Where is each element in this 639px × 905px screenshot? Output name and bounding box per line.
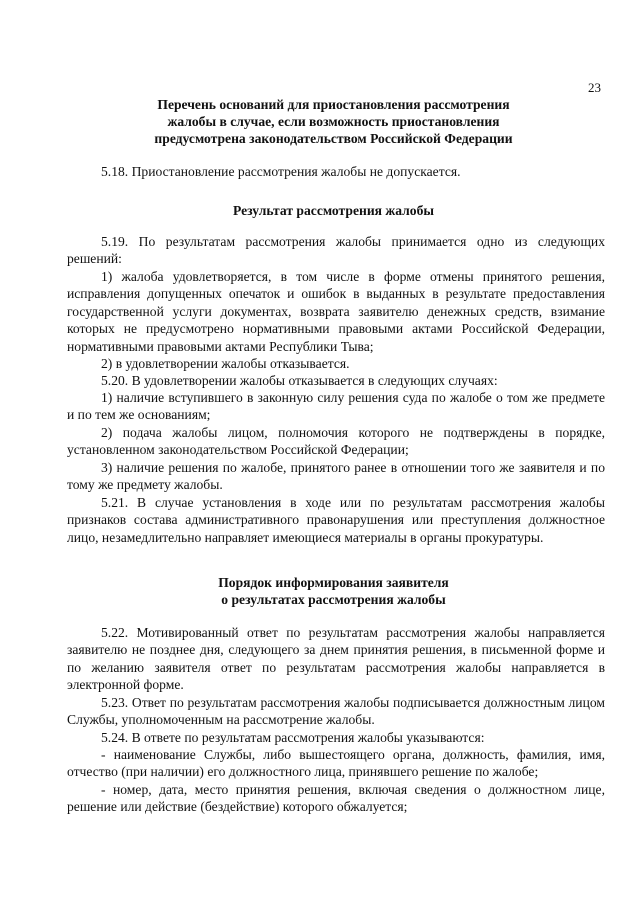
paragraph-5-24-item-1: - наименование Службы, либо вышестоящего органа, должность, фамилия, имя, отчество (при наличии) его должностного лица, принявшего решение по жалобе; [67, 747, 605, 780]
paragraph-5-19-item-2: 2) в удовлетворении жалобы отказывается. [101, 356, 350, 371]
paragraph-5-23: 5.23. Ответ по результатам рассмотрения жалобы подписывается должностным лицом Службы, уполномоченным на рассмотрение жалобы. [67, 695, 605, 728]
heading-line: жалобы в случае, если возможность приостановления [167, 114, 500, 129]
section-heading-suspension [96, 96, 571, 147]
paragraph-5-19: 5.19. По результатам рассмотрения жалобы принимается одно из следующих решений: [67, 234, 605, 267]
paragraph-5-19-item-1: 1) жалоба удовлетворяется, в том числе в форме отмены принятого решения, исправления допущенных опечаток и ошибок в выданных в результате предоставления государственной услуги документах, возврата заявителю денежных средств, взимание которых не предусмотрено нормативными правовыми актами Российской Федерации, нормативными правовыми актами Республики Тыва; [67, 269, 605, 354]
paragraph-5-20-item-3: 3) наличие решения по жалобе, принятого ранее в отношении того же заявителя и по тому же предмету жалобы. [67, 460, 605, 493]
section-heading-informing [96, 574, 571, 608]
paragraph-5-20: 5.20. В удовлетворении жалобы отказывается в следующих случаях: [101, 373, 498, 388]
paragraph-5-21: 5.21. В случае установления в ходе или по результатам рассмотрения жалобы признаков состава административного правонарушения или преступления должностное лицо, незамедлительно направляет имеющиеся материалы в органы прокуратуры. [67, 495, 605, 545]
page-number: 23 [588, 80, 601, 95]
paragraph-5-24: 5.24. В ответе по результатам рассмотрения жалобы указываются: [101, 730, 485, 745]
paragraph-5-20-item-2: 2) подача жалобы лицом, полномочия которого не подтверждены в порядке, установленном законодательством Российской Федерации; [67, 425, 605, 458]
paragraph-5-22: 5.22. Мотивированный ответ по результатам рассмотрения жалобы направляется заявителю не позднее дня, следующего за днем принятия решения, в письменной форме и по желанию заявителя ответ по результатам рассмотрения жалобы направляется в электронной форме. [67, 625, 605, 693]
heading-line: о результатах рассмотрения жалобы [221, 592, 446, 607]
heading-line: Порядок информирования заявителя [218, 575, 449, 590]
paragraph-5-18: 5.18. Приостановление рассмотрения жалобы не допускается. [101, 164, 461, 179]
heading-line: Перечень оснований для приостановления рассмотрения [157, 97, 510, 112]
paragraph-5-20-item-1: 1) наличие вступившего в законную силу решения суда по жалобе о том же предмете и по тем же основаниям; [67, 390, 605, 423]
section-heading-result: Результат рассмотрения жалобы [232, 203, 435, 218]
paragraph-5-24-item-2: - номер, дата, место принятия решения, включая сведения о должностном лице, решение или действие (бездействие) которого обжалуется; [67, 782, 605, 815]
heading-line: предусмотрена законодательством Российской Федерации [154, 131, 513, 146]
